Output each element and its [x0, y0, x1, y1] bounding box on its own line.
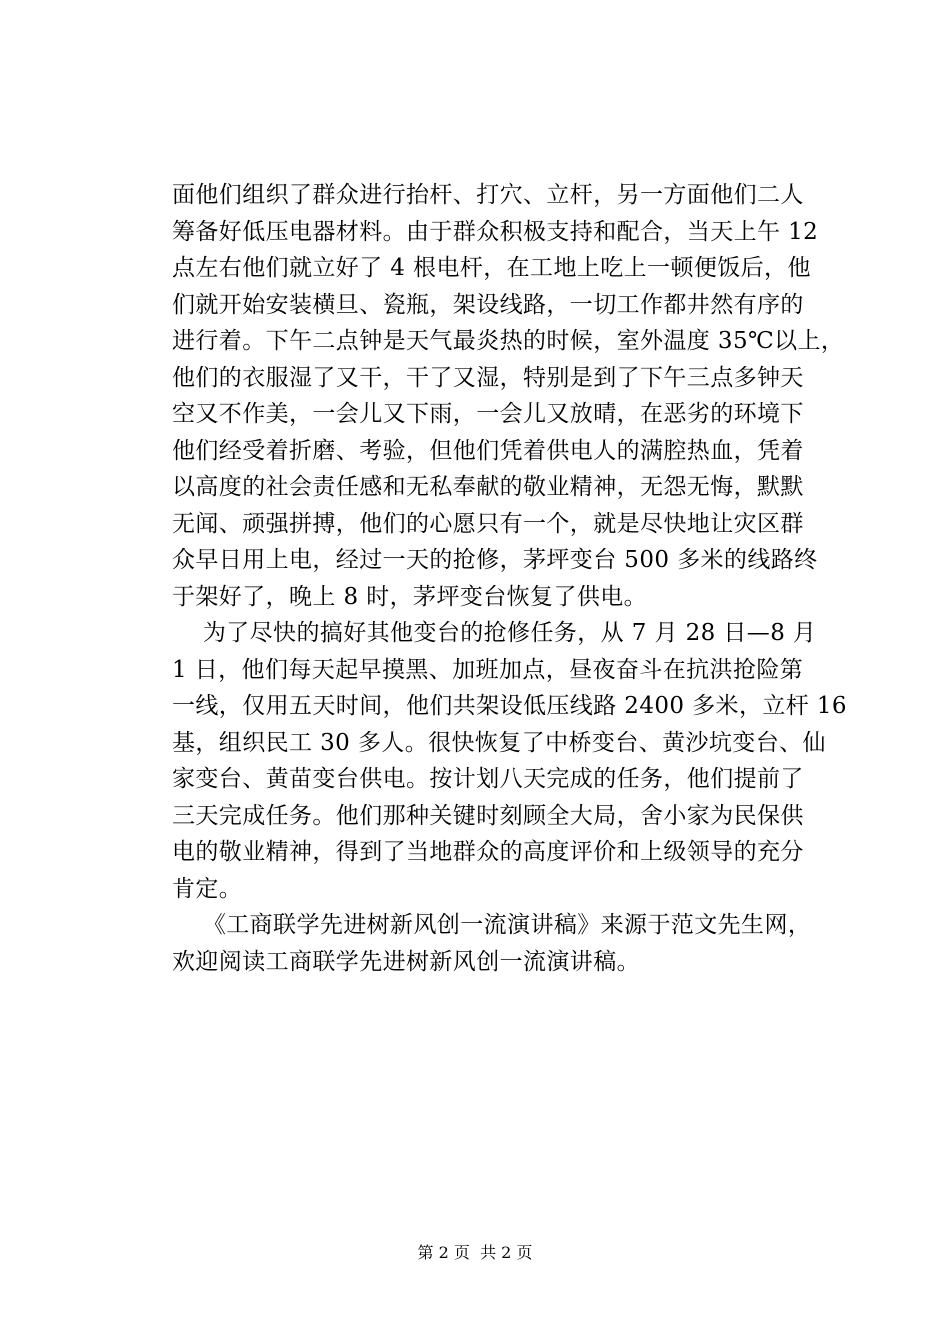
body-line-18: 三天完成任务。他们那种关键时刻顾全大局，舍小家为民保供 — [172, 802, 804, 829]
body-line-12: 于架好了，晚上 8 时，茅坪变台恢复了供电。 — [172, 583, 648, 610]
body-line-13: 为了尽快的搞好其他变台的抢修任务，从 7 月 28 日—8 月 — [172, 620, 817, 646]
body-line-15: 一线，仅用五天时间，他们共架设低压线路 2400 多米，立杆 16 — [172, 693, 847, 719]
body-line-3: 点左右他们就立好了 4 根电杆，在工地上吃上一顿便饭后，他 — [172, 255, 811, 281]
body-line-2: 筹备好低压电器材料。由于群众积极支持和配合，当天上午 12 — [172, 218, 819, 245]
document-body — [172, 177, 862, 980]
body-line-8: 他们经受着折磨、考验，但他们凭着供电人的满腔热血，凭着 — [172, 437, 804, 464]
body-line-9: 以高度的社会责任感和无私奉献的敬业精神，无怨无悔，默默 — [172, 474, 804, 500]
body-line-5: 进行着。下午二点钟是天气最炎热的时候，室外温度 35℃以上， — [172, 328, 845, 354]
body-line-10: 无闻、顽强拼搏，他们的心愿只有一个，就是尽快地让灾区群 — [172, 510, 804, 537]
body-line-7: 空又不作美，一会儿又下雨，一会儿又放晴，在恶劣的环境下 — [172, 401, 804, 427]
page-footer: 第 2 页 共 2 页 — [417, 1243, 533, 1262]
body-line-22: 欢迎阅读工商联学先进树新风创一流演讲稿。 — [172, 948, 640, 975]
body-line-19: 电的敬业精神，得到了当地群众的高度评价和上级领导的充分 — [172, 839, 804, 865]
body-line-6: 他们的衣服湿了又干，干了又湿，特别是到了下午三点多钟天 — [172, 364, 804, 391]
body-line-20: 肯定。 — [172, 875, 243, 902]
body-line-17: 家变台、黄苗变台供电。按计划八天完成的任务，他们提前了 — [172, 766, 804, 792]
body-line-14: 1 日，他们每天起早摸黑、加班加点，昼夜奋斗在抗洪抢险第 — [172, 656, 804, 683]
body-line-11: 众早日用上电，经过一天的抢修，茅坪变台 500 多米的线路终 — [172, 547, 818, 573]
body-line-21: 《工商联学先进树新风创一流演讲稿》来源于范文先生网， — [172, 912, 812, 938]
body-line-4: 们就开始安装横旦、瓷瓶，架设线路，一切工作都井然有序的 — [172, 291, 804, 318]
body-line-16: 基，组织民工 30 多人。很快恢复了中桥变台、黄沙坑变台、仙 — [172, 729, 826, 756]
body-line-1: 面他们组织了群众进行抬杆、打穴、立杆，另一方面他们二人 — [172, 182, 804, 208]
